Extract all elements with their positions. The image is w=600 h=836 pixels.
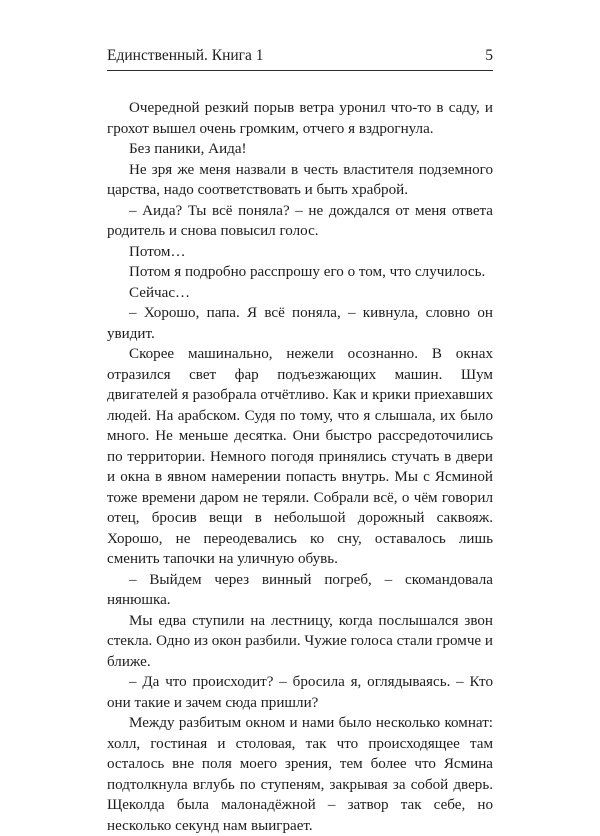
running-head: [107, 46, 493, 66]
running-title: Единственный. Книга 1: [107, 47, 264, 64]
paragraph: – Да что происходит? – бросила я, оглядываясь. – Кто они такие и зачем сюда пришли?: [107, 674, 493, 711]
paragraph: Очередной резкий порыв ветра уронил что-то в саду, и грохот вышел очень громким, отчего я вздрогнула.: [107, 100, 493, 137]
page-number: 5: [485, 47, 493, 64]
paragraph: – Выйдем через винный погреб, – скомандовала нянюшка.: [107, 571, 493, 608]
paragraph: – Хорошо, папа. Я всё поняла, – кивнула, словно он увидит.: [107, 305, 493, 342]
paragraph: Между разбитым окном и нами было несколько комнат: холл, гостиная и столовая, так что происходящее там осталось вне поля моего зрения, тем более что Ясмина подтолкнула вглубь по ступеням, закрывая за собой дверь. Щеколда была малонадёжной – затвор так себе, но несколько секунд нам выиграет.: [107, 715, 493, 834]
paragraph: Потом я подробно расспрошу его о том, что случилось.: [129, 264, 486, 280]
paragraph: Без паники, Аида!: [129, 141, 247, 157]
paragraph: Сейчас…: [129, 284, 191, 301]
paragraph: Потом…: [129, 243, 186, 260]
paragraph: Не зря же меня назвали в честь властителя подземного царства, надо соответствовать и быть храброй.: [107, 161, 493, 198]
paragraph: Скорее машинально, нежели осознанно. В окнах отразился свет фар подъезжающих машин. Шум двигателей я разобрала отчётливо. Как и крики приехавших людей. На арабском. Судя по тому, что я слышала, их было много. Не меньше десятка. Они быстро рассредоточились по территории. Немного погодя принялись стучать в двери и окна в явном намерении попасть внутрь. Мы с Ясминой тоже времени даром не теряли. Собрали всё, о чём говорил отец, бросив вещи в небольшой дорожный саквояж. Хорошо, не переодевались ко сну, оставалось лишь сменить тапочки на уличную обувь.: [107, 346, 493, 567]
paragraph: Мы едва ступили на лестницу, когда послышался звон стекла. Одно из окон разбили. Чужие голоса стали громче и ближе.: [107, 612, 493, 670]
header-rule: [107, 70, 493, 71]
paragraph: – Аида? Ты всё поняла? – не дождался от меня ответа родитель и снова повысил голос.: [107, 202, 493, 239]
body-text: [107, 98, 493, 836]
